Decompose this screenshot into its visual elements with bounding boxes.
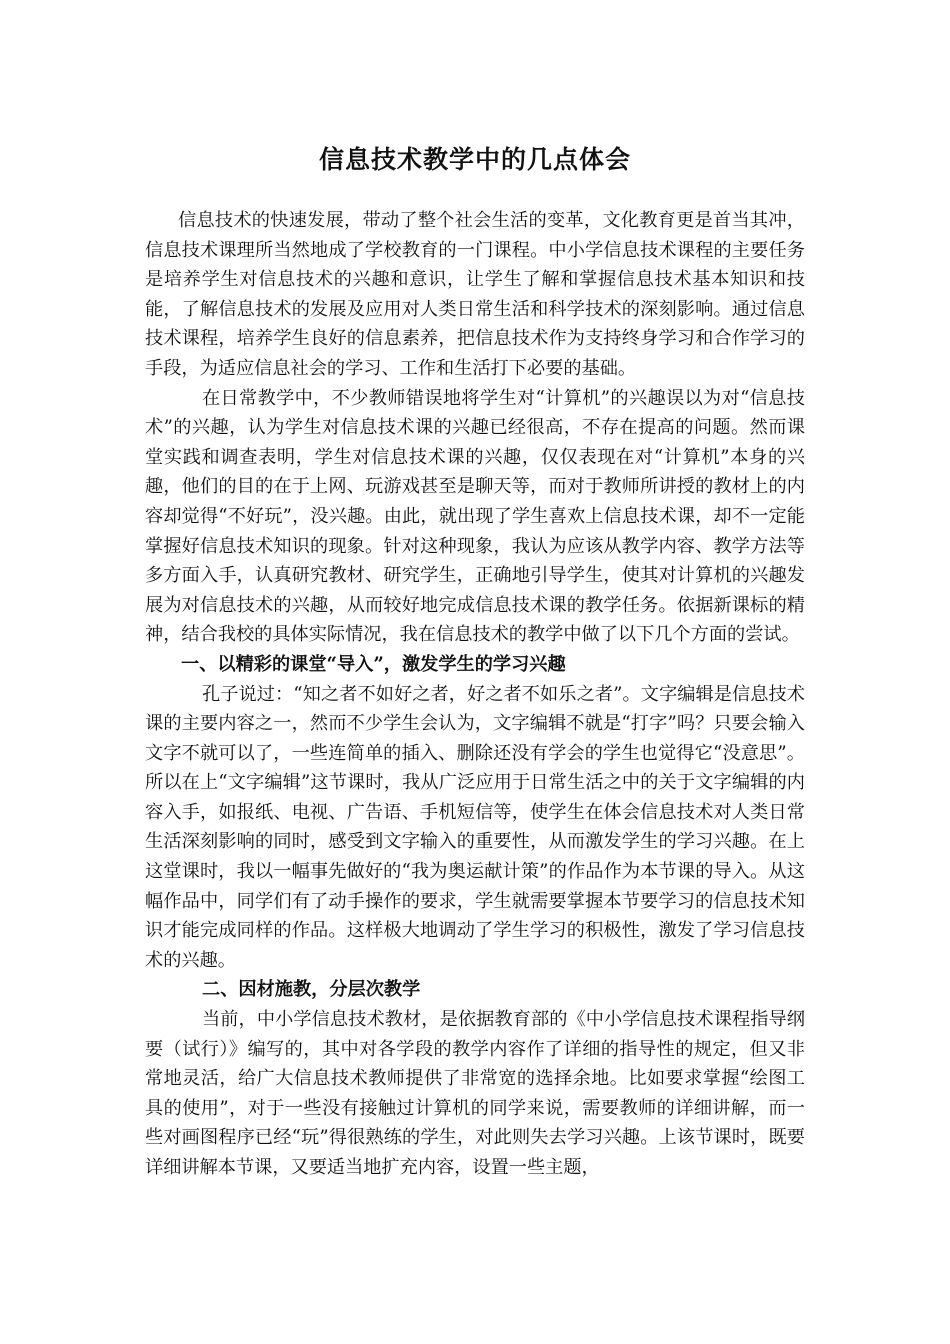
paragraph-problem: 在日常教学中，不少教师错误地将学生对“计算机”的兴趣误以为对“信息技术”的兴趣，认为学生对信息技术课的兴趣已经很高，不存在提高的问题。然而课堂实践和调查表明，学生对信息技术课的兴趣，仅仅表现在对“计算机”本身的兴趣，他们的目的在于上网、玩游戏甚至是聊天等，而对于教师所讲授的教材上的内容却觉得“不好玩”，没兴趣。由此，就出现了学生喜欢上信息技术课，却不一定能掌握好信息技术知识的现象。针对这种现象，我认为应该从教学内容、教学方法等多方面入手，认真研究教材、研究学生，正确地引导学生，使其对计算机的兴趣发展为对信息技术的兴趣，从而较好地完成信息技术课的教学任务。依据新课标的精神，结合我校的具体实际情况，我在信息技术的教学中做了以下几个方面的尝试。 [145,387,805,646]
paragraph-section-2: 当前，中小学信息技术教材，是依据教育部的《中小学信息技术课程指导纲要（试行）》编写的，其中对各学段的教学内容作了详细的指导性的规定，但又非常地灵活，给广大信息技术教师提供了非常宽的选择余地。比如要求掌握“绘图工具的使用”，对于一些没有接触过计算机的同学来说，需要教师的详细讲解，而一些对画图程序已经“玩”得很熟练的学生，对此则失去学习兴趣。上该节课时，既要详细讲解本节课，又要适当地扩充内容，设置一些主题， [145,1009,805,1178]
section-heading-1: 一、以精彩的课堂“导入”，激发学生的学习兴趣 [181,653,566,675]
section-heading-2: 二、因材施教，分层次教学 [202,979,421,1001]
document-title: 信息技术教学中的几点体会 [318,145,631,174]
paragraph-intro: 信息技术的快速发展，带动了整个社会生活的变革，文化教育更是首当其冲，信息技术课理所当然地成了学校教育的一门课程。中小学信息技术课程的主要任务是培养学生对信息技术的兴趣和意识，让学生了解和掌握信息技术基本知识和技能，了解信息技术的发展及应用对人类日常生活和科学技术的深刻影响。通过信息技术课程，培养学生良好的信息素养，把信息技术作为支持终身学习和合作学习的手段，为适应信息社会的学习、工作和生活打下必要的基础。 [145,210,805,379]
paragraph-section-1: 孔子说过：“知之者不如好之者，好之者不如乐之者”。文字编辑是信息技术课的主要内容之一，然而不少学生会认为，文字编辑不就是“打字”吗？只要会输入文字不就可以了，一些连简单的插入、删除还没有学会的学生也觉得它“没意思”。所以在上“文字编辑”这节课时，我从广泛应用于日常生活之中的关于文字编辑的内容入手，如报纸、电视、广告语、手机短信等，使学生在体会信息技术对人类日常生活深刻影响的同时，感受到文字输入的重要性，从而激发学生的学习兴趣。在上这堂课时，我以一幅事先做好的“我为奥运献计策”的作品作为本节课的导入。从这幅作品中，同学们有了动手操作的要求，学生就需要掌握本节要学习的信息技术知识才能完成同样的作品。这样极大地调动了学生学习的积极性，激发了学习信息技术的兴趣。 [145,683,805,971]
document-body [145,206,805,1183]
